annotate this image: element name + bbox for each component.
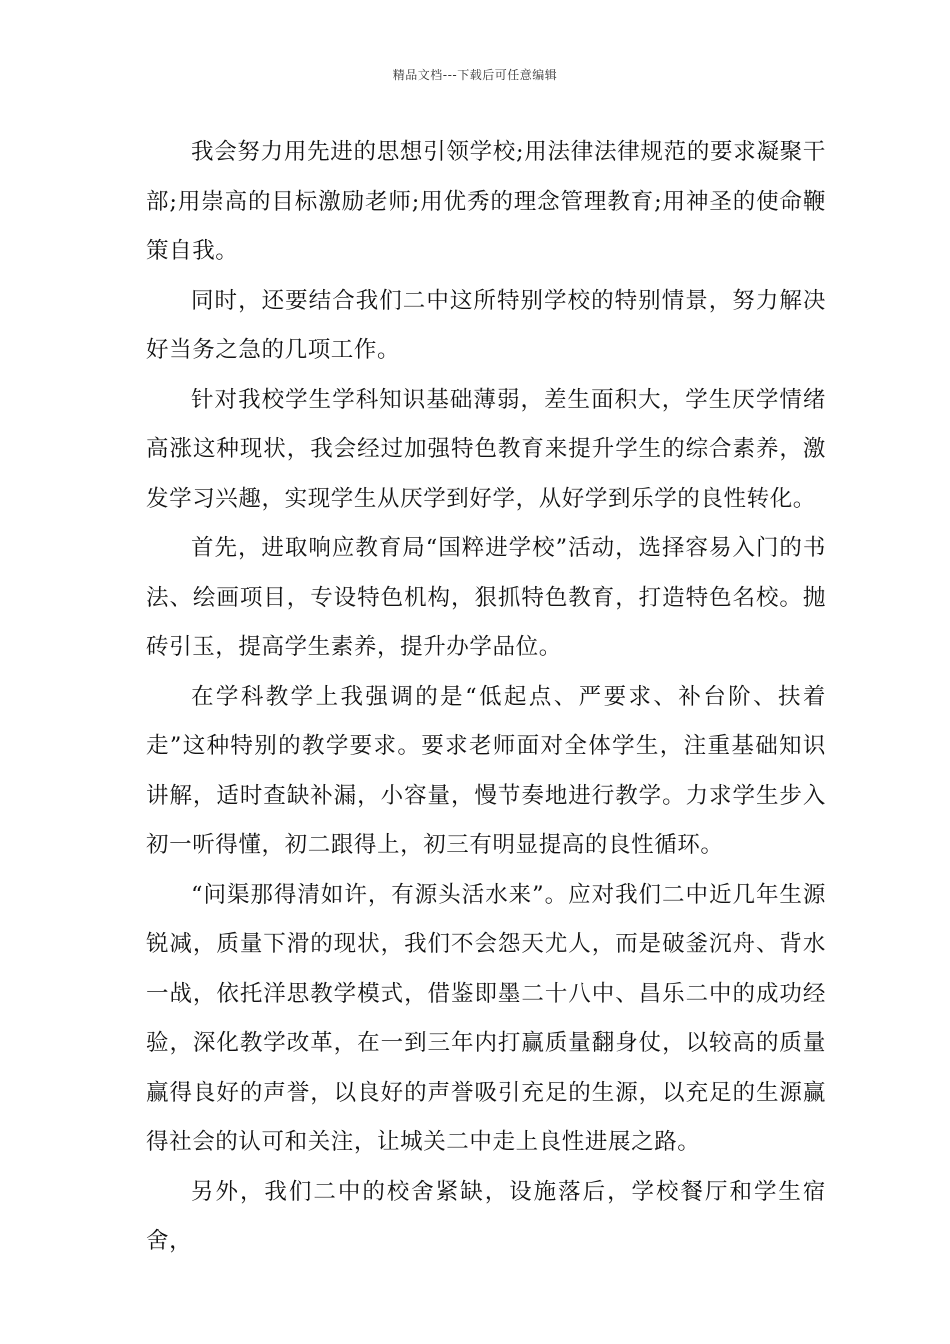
paragraph-1: 我会努力用先进的思想引领学校;用法律法律规范的要求凝聚干部;用崇高的目标激励老师;用优秀的理念管理教育;用神圣的使命鞭策自我。	[146, 139, 826, 264]
page-header: 精品文档---下载后可任意编辑	[392, 68, 558, 82]
paragraph-7: 另外，我们二中的校舍紧缺，设施落后，学校餐厅和学生宿舍，	[146, 1178, 826, 1254]
paragraph-6: “问渠那得清如许，有源头活水来”。应对我们二中近几年生源锐减，质量下滑的现状，我们不会怨天尤人，而是破釜沉舟、背水一战，依托洋思教学模式，借鉴即墨二十八中、昌乐二中的成功经验，深化教学改革，在一到三年内打赢质量翻身仗，以较高的质量赢得良好的声誉，以良好的声誉吸引充足的生源，以充足的生源赢得社会的认可和关注，让城关二中走上良性进展之路。	[146, 881, 826, 1155]
paragraph-2: 同时，还要结合我们二中这所特别学校的特别情景，努力解决好当务之急的几项工作。	[146, 287, 826, 363]
paragraph-3: 针对我校学生学科知识基础薄弱，差生面积大，学生厌学情绪高涨这种现状，我会经过加强特色教育来提升学生的综合素养，激发学习兴趣，实现学生从厌学到好学，从好学到乐学的良性转化。	[146, 386, 826, 512]
paragraph-4: 首先，进取响应教育局“国粹进学校”活动，选择容易入门的书法、绘画项目，专设特色机构，狠抓特色教育，打造特色名校。抛砖引玉，提高学生素养，提升办学品位。	[146, 535, 826, 660]
paragraph-5: 在学科教学上我强调的是“低起点、严要求、补台阶、扶着走”这种特别的教学要求。要求老师面对全体学生，注重基础知识讲解，适时查缺补漏，小容量，慢节奏地进行教学。力求学生步入初一听得懂，初二跟得上，初三有明显提高的良性循环。	[146, 683, 826, 858]
document-body	[146, 128, 826, 1267]
